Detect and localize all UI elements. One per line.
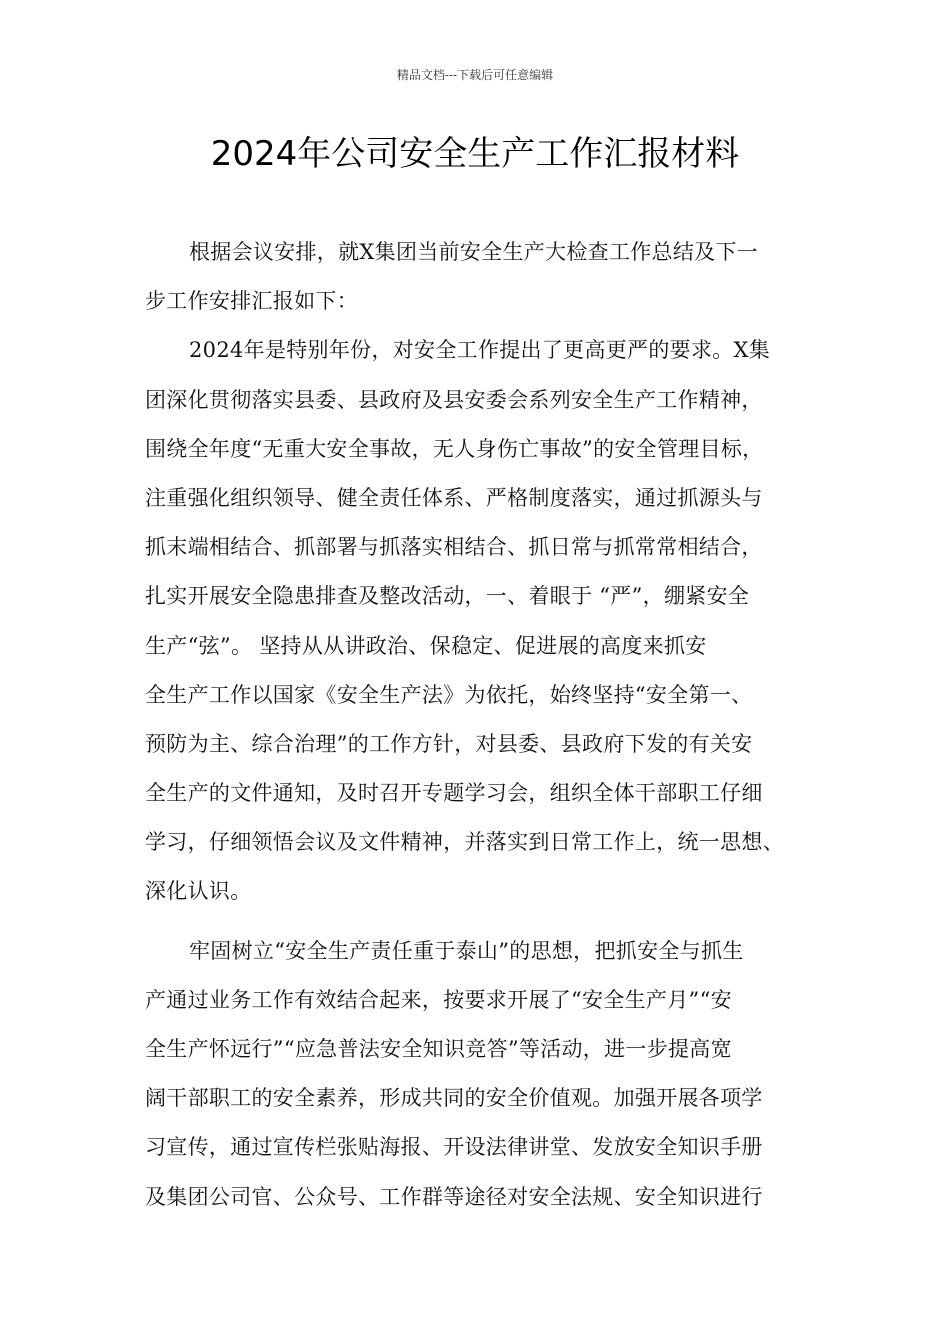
paragraph-gap [145,917,815,927]
paragraph-line: 全生产的文件通知，及时召开专题学习会，组织全体干部职工仔细 [145,781,763,806]
paragraph-line: 2024年是特别年份，对安全工作提出了更高更严的要求。X集 [189,338,771,363]
paragraph-line: 围绕全年度“无重大安全事故，无人身伤亡事故”的安全管理目标， [145,436,764,461]
paragraph-line: 全生产怀远行”“应急普法安全知识竞答”等活动，进一步提高宽 [145,1037,732,1061]
paragraph-line: 扎实开展安全隐患排查及整改活动，一、着眼于 “严”，绷紧安全 [145,584,750,609]
paragraph-line: 阔干部职工的安全素养，形成共同的安全价值观。加强开展各项学 [145,1086,763,1111]
paragraph-line: 抓末端相结合、抓部署与抓落实相结合、抓日常与抓常常相结合， [145,535,763,560]
paragraph-line: 团深化贯彻落实县委、县政府及县安委会系列安全生产工作精神， [145,387,763,412]
document-body [145,228,815,1222]
paragraph-line: 步工作安排汇报如下： [145,289,358,314]
paragraph-line: 牢固树立“安全生产责任重于泰山”的思想，把抓安全与抓生 [189,938,744,963]
paragraph-line: 习宣传，通过宣传栏张贴海报、开设法律讲堂、发放安全知识手册 [145,1135,763,1160]
paragraph-line: 学习，仔细领悟会议及文件精神，并落实到日常工作上，统一思想、 [145,830,784,855]
paragraph-line: 深化认识。 [145,879,252,904]
paragraph-line: 预防为主、综合治理”的工作方针，对县委、县政府下发的有关安 [145,731,753,756]
paragraph-line: 根据会议安排，就X集团当前安全生产大检查工作总结及下一 [189,240,759,264]
paragraph-line: 及集团公司官、公众号、工作群等途径对安全法规、安全知识进行 [145,1184,763,1209]
paragraph-line: 生产“弦”。 坚持从从讲政治、保稳定、促进展的高度来抓安 [145,633,707,658]
document-title: 2024年公司安全生产工作汇报材料 [210,134,740,174]
paragraph-line: 全生产工作以国家《安全生产法》为依托，始终坚持“安全第一、 [145,682,753,707]
header-note: 精品文档---下载后可任意编辑 [396,68,554,82]
paragraph-line: 注重强化组织领导、健全责任体系、严格制度落实，通过抓源头与 [145,485,763,510]
paragraph-line: 产通过业务工作有效结合起来，按要求开展了“安全生产月”“安 [145,987,732,1012]
